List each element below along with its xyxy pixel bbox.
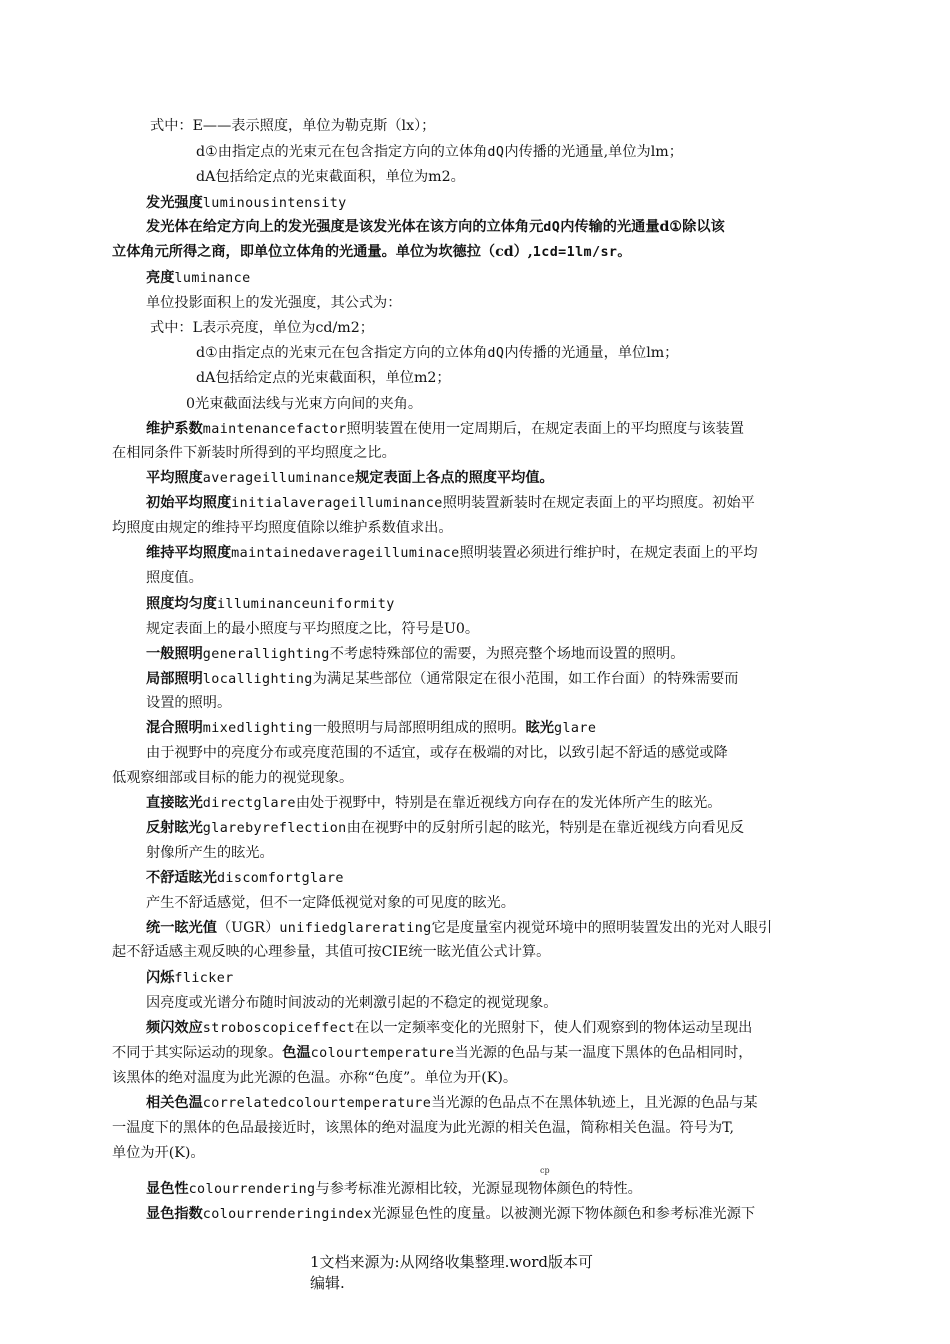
term-heading: 亮度 [146, 270, 175, 286]
text-line [146, 543, 758, 564]
term-heading: 频闪效应 [146, 1020, 203, 1036]
term-heading: 发光体在给定方向上的发光强度是该发光体在该方向的立体角元 [146, 219, 544, 235]
text-line [146, 669, 738, 690]
text-line [150, 318, 374, 338]
text-line [146, 843, 274, 863]
text-span: 均照度由规定的维持平均照度值除以维护系数值求出。 [112, 520, 453, 536]
text-line [146, 918, 772, 939]
text-span: d①由指定点的光束元在包含指定方向的立体角 [196, 144, 488, 160]
text-span: 低观察细部或目标的能力的视觉现象。 [112, 770, 354, 786]
text-span: 内传播的光通量,单位为lm； [504, 144, 683, 160]
text-span: 单位投影面积上的发光强度，其公式为： [146, 295, 402, 311]
text-line [146, 493, 755, 514]
footer-line-2: 编辑. [310, 1274, 345, 1292]
text-span: 它是度量室内视觉环境中的照明装置发出的光对人眼引 [431, 920, 773, 936]
term-heading: 规定表面上各点的照度平均值。 [355, 470, 554, 486]
text-span: 在以一定频率变化的光照射下，使人们观察到的物体运动呈现出 [355, 1020, 753, 1036]
text-line [112, 1068, 517, 1088]
term-heading: 局部照明 [146, 671, 203, 687]
text-span: 产生不舒适感觉，但不一定降低视觉对象的可见度的眩光。 [146, 895, 515, 911]
text-line [146, 568, 203, 588]
english-term: maintenancefactor [202, 422, 347, 437]
text-span: 照明装置必须进行维护时，在规定表面上的平均 [459, 545, 758, 561]
text-span: 照明装置新装时在规定表面上的平均照度。初始平 [442, 495, 755, 511]
text-span: 一温度下的黑体的色品最接近时，该黑体的绝对温度为此光源的相关色温，简称相关色温。符号为T, [112, 1120, 734, 1136]
footer-line-1: 1文档来源为:从网络收集整理.word版本可 [310, 1253, 594, 1271]
text-span: 式中：E——表示照度，单位为勒克斯（lx）； [150, 118, 436, 134]
text-span: （UGR） [216, 920, 280, 936]
english-term: glare [554, 721, 597, 736]
text-span: 一般照明与局部照明组成的照明。 [312, 720, 526, 736]
english-term: glarebyreflection [202, 821, 347, 836]
english-term: correlatedcolourtemperature [202, 1096, 432, 1111]
text-line [196, 142, 683, 163]
text-line [146, 1018, 752, 1039]
english-term: discomfortglare [216, 871, 344, 886]
english-term: initialaverageilluminance [231, 496, 443, 511]
term-heading: 显色指数 [146, 1206, 203, 1222]
text-span: 单位为开(K)。 [112, 1145, 205, 1161]
term-heading: 维护系数 [146, 421, 203, 437]
text-span: 不考虑特殊部位的需要，为照亮整个场地而设置的照明。 [329, 646, 685, 662]
term-heading: 混合照明 [146, 720, 203, 736]
text-line [146, 594, 395, 615]
term-heading: dQ [543, 220, 561, 235]
english-term: maintainedaverageilluminace [231, 546, 460, 561]
text-span: 内传播的光通量，单位lm； [504, 345, 679, 361]
text-line [146, 644, 684, 665]
text-line [112, 768, 353, 788]
term-heading: 照度均匀度 [146, 596, 217, 612]
text-line [146, 619, 479, 639]
text-line [146, 217, 725, 238]
text-line [146, 1093, 758, 1114]
text-line [196, 167, 465, 187]
english-term: dQ [487, 346, 505, 361]
english-term: colourtemperature [310, 1046, 455, 1061]
text-span: 因亮度或光谱分布随时间波动的光刺激引起的不稳定的视觉现象。 [146, 995, 558, 1011]
text-line [112, 942, 550, 962]
text-span: 射像所产生的眩光。 [146, 845, 274, 861]
text-span: 起不舒适感主观反映的心理参量，其值可按CIE统一眩光值公式计算。 [112, 944, 551, 960]
term-heading: 1cd=1lm/sr。 [532, 245, 632, 260]
text-span: 由在视野中的反射所引起的眩光，特别是在靠近视线方向看见反 [346, 820, 744, 836]
text-span: 光源显色性的度量。以被测光源下物体颜色和参考标准光源下 [372, 1206, 756, 1222]
text-line [112, 1118, 734, 1138]
text-line [112, 443, 396, 463]
text-span: 由于视野中的亮度分布或亮度范围的不适宜，或存在极端的对比，以致引起不舒适的感觉或降 [146, 745, 728, 761]
text-span: dA包括给定点的光束截面积，单位m2； [196, 370, 451, 386]
term-heading: 闪烁 [146, 970, 175, 986]
text-span: 与参考标准光源相比较，光源显现物体颜色的特性。 [315, 1181, 642, 1197]
text-line [540, 1166, 550, 1176]
text-line [146, 793, 722, 814]
term-heading: 眩光 [525, 720, 554, 736]
text-line [146, 968, 234, 989]
english-term: stroboscopiceffect [202, 1021, 356, 1036]
english-term: colourrendering [188, 1182, 316, 1197]
term-heading: 统一眩光值 [146, 920, 217, 936]
text-span: 照度值。 [146, 570, 203, 586]
text-line [112, 1043, 752, 1064]
text-span: d①由指定点的光束元在包含指定方向的立体角 [196, 345, 488, 361]
english-term: mixedlighting [202, 721, 313, 736]
text-line [146, 718, 596, 739]
text-line [146, 893, 515, 913]
term-heading: 立体角元所得之商，即单位立体角的光通量。单位为坎德拉（cd）, [112, 244, 533, 260]
term-heading: 发光强度 [146, 195, 203, 211]
english-term: illuminanceuniformity [216, 597, 395, 612]
term-heading: 不舒适眩光 [146, 870, 217, 886]
text-span: cp [540, 1166, 550, 1175]
text-line [146, 993, 557, 1013]
text-span: dA包括给定点的光束截面积，单位为m2。 [196, 169, 465, 185]
text-span: 该黑体的绝对温度为此光源的色温。亦称“色度”。单位为开(K)。 [112, 1070, 518, 1086]
text-span: 当光源的色品与某一温度下黑体的色品相同时， [454, 1045, 753, 1061]
text-span: 设置的照明。 [146, 695, 232, 711]
term-heading: 直接眩光 [146, 795, 203, 811]
text-line [196, 368, 451, 388]
text-line [146, 868, 344, 889]
text-line [146, 293, 401, 313]
term-heading: 平均照度 [146, 470, 203, 486]
term-heading: 相关色温 [146, 1095, 203, 1111]
english-term: colourrenderingindex [202, 1207, 373, 1222]
term-heading: 一般照明 [146, 646, 203, 662]
text-span: 不同于其实际运动的现象。 [112, 1045, 283, 1061]
text-span: 规定表面上的最小照度与平均照度之比，符号是U0。 [146, 621, 480, 637]
text-line [112, 518, 453, 538]
english-term: luminousintensity [202, 196, 347, 211]
text-span: 由处于视野中，特别是在靠近视线方向存在的发光体所产生的眩光。 [295, 795, 722, 811]
english-term: generallighting [202, 647, 330, 662]
text-line [146, 419, 744, 440]
term-heading: 反射眩光 [146, 820, 203, 836]
text-line [112, 1143, 205, 1163]
text-line [146, 1204, 755, 1225]
english-term: flicker [174, 971, 234, 986]
english-term: locallighting [202, 672, 313, 687]
term-heading: 初始平均照度 [146, 495, 232, 511]
text-line [186, 394, 422, 414]
text-line [146, 193, 347, 214]
text-span: 照明装置在使用一定周期后，在规定表面上的平均照度与该装置 [346, 421, 744, 437]
term-heading: 内传输的光通量d①除以该 [560, 219, 725, 235]
english-term: luminance [174, 271, 251, 286]
english-term: unifiedglarerating [279, 921, 432, 936]
term-heading: 色温 [282, 1045, 311, 1061]
text-line [146, 693, 231, 713]
text-span: 0光束截面法线与光束方向间的夹角。 [186, 396, 423, 412]
text-line [146, 1179, 642, 1200]
text-line [150, 116, 435, 136]
text-line [146, 268, 251, 289]
text-line [146, 818, 744, 839]
text-line [146, 468, 554, 489]
english-term: dQ [487, 145, 505, 160]
text-span: 在相同条件下新装时所得到的平均照度之比。 [112, 445, 396, 461]
term-heading: 显色性 [146, 1181, 189, 1197]
text-line [146, 743, 728, 763]
text-span: 式中：L表示亮度，单位为cd/m2； [150, 320, 374, 336]
text-span: 当光源的色品点不在黑体轨迹上，且光源的色品与某 [431, 1095, 758, 1111]
english-term: directglare [202, 796, 296, 811]
text-line [196, 343, 678, 364]
text-span: 为满足某些部位（通常限定在很小范围，如工作台面）的特殊需要而 [312, 671, 739, 687]
term-heading: 维持平均照度 [146, 545, 232, 561]
english-term: averageilluminance [202, 471, 356, 486]
text-line [112, 242, 631, 263]
